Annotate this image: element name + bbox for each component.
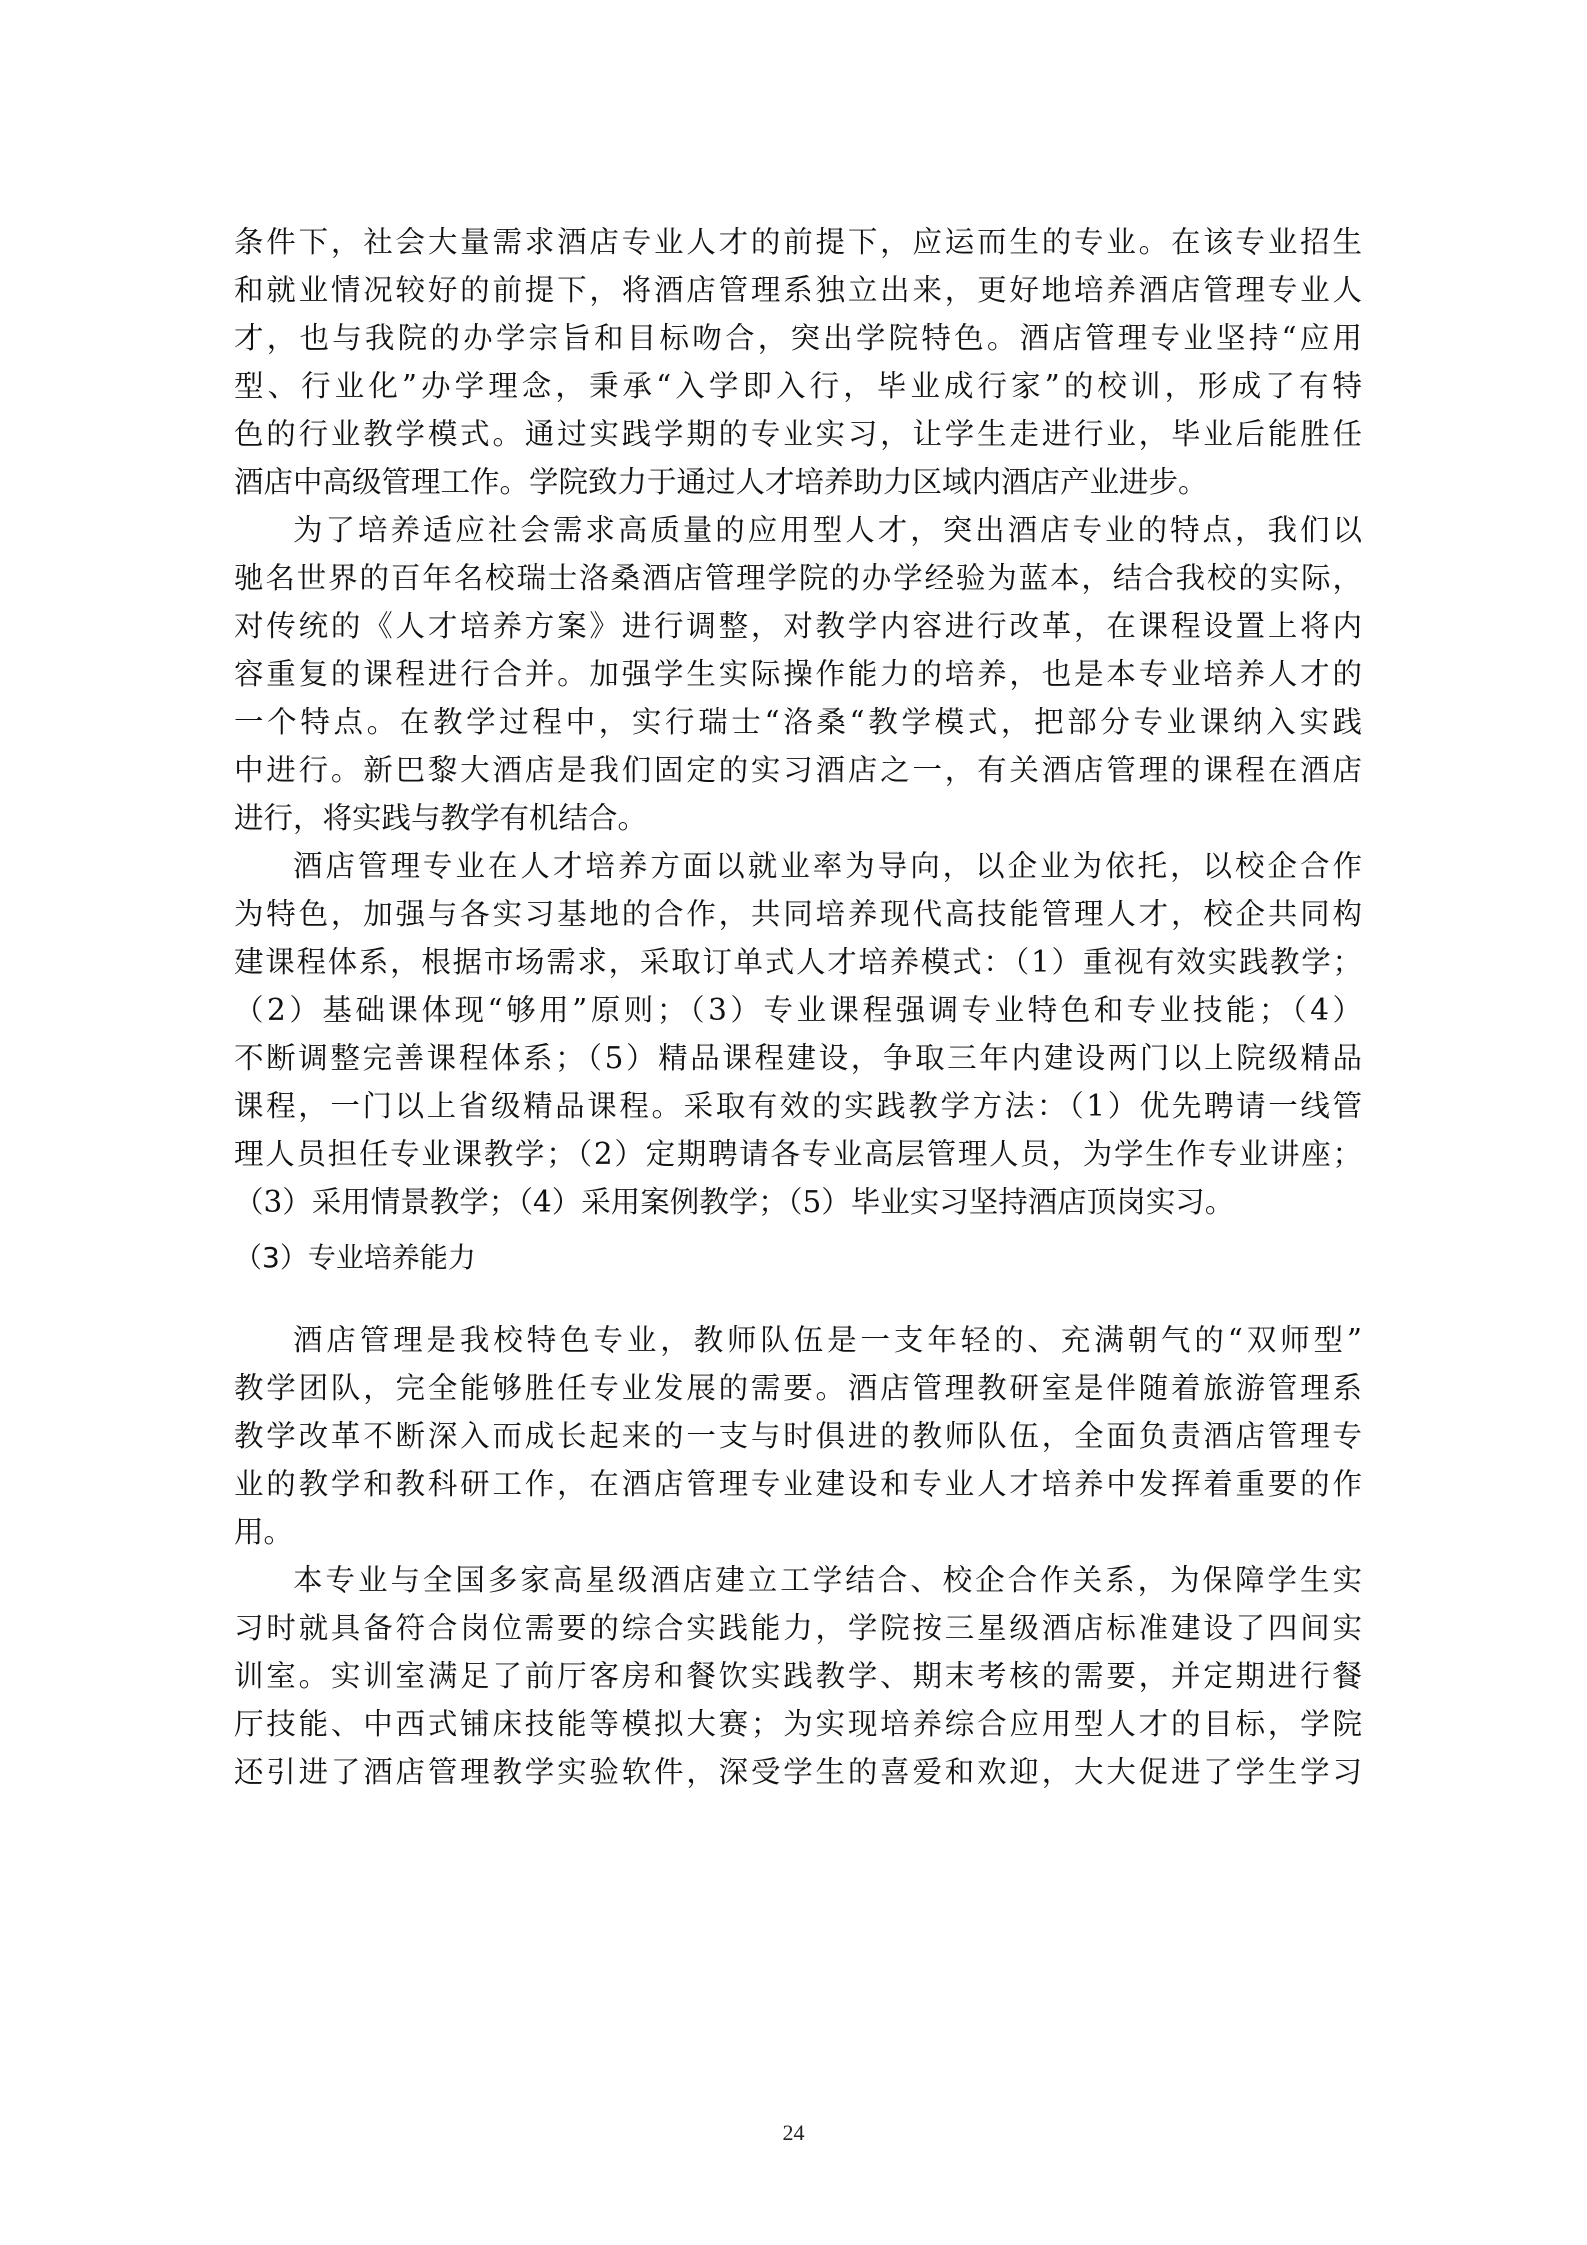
text-line: 一个特点。在教学过程中，实行瑞士“洛桑“教学模式，把部分专业课纳入实践 <box>234 705 1362 739</box>
text-line: 理人员担任专业课教学；（2）定期聘请各专业高层管理人员，为学生作专业讲座； <box>234 1137 1362 1171</box>
text-line: 酒店管理专业在人才培养方面以就业率为导向，以企业为依托，以校企合作 <box>293 849 1362 883</box>
text-line: 进行，将实践与教学有机结合。 <box>234 801 648 835</box>
paragraph-1 <box>234 218 1362 506</box>
paragraph-5 <box>234 1556 1362 1796</box>
text-line: 用。 <box>234 1515 294 1549</box>
text-line: 习时就具备符合岗位需要的综合实践能力，学院按三星级酒店标准建设了四间实 <box>234 1611 1362 1645</box>
text-line: 本专业与全国多家高星级酒店建立工学结合、校企合作关系，为保障学生实 <box>293 1563 1362 1597</box>
text-line: 才，也与我院的办学宗旨和目标吻合，突出学院特色。酒店管理专业坚持“应用 <box>234 321 1362 355</box>
text-line: 教学改革不断深入而成长起来的一支与时俱进的教师队伍，全面负责酒店管理专 <box>234 1419 1362 1453</box>
page-number: 24 <box>782 2120 805 2145</box>
text-line: 为了培养适应社会需求高质量的应用型人才，突出酒店专业的特点，我们以 <box>293 513 1362 547</box>
text-line: 业的教学和教科研工作，在酒店管理专业建设和专业人才培养中发挥着重要的作 <box>234 1467 1362 1501</box>
text-line: 建课程体系，根据市场需求，采取订单式人才培养模式：（1）重视有效实践教学； <box>234 945 1362 979</box>
text-line: 厅技能、中西式铺床技能等模拟大赛；为实现培养综合应用型人才的目标，学院 <box>234 1707 1362 1741</box>
text-line: 型、行业化”办学理念，秉承“入学即入行，毕业成行家”的校训，形成了有特 <box>234 369 1362 403</box>
page-body <box>234 218 1362 1796</box>
text-line: 色的行业教学模式。通过实践学期的专业实习，让学生走进行业，毕业后能胜任 <box>234 417 1362 451</box>
paragraph-4 <box>234 1316 1362 1556</box>
text-line: 条件下，社会大量需求酒店专业人才的前提下，应运而生的专业。在该专业招生 <box>234 225 1362 259</box>
text-line: 还引进了酒店管理教学实验软件，深受学生的喜爱和欢迎，大大促进了学生学习 <box>234 1755 1362 1789</box>
text-line: 教学团队，完全能够胜任专业发展的需要。酒店管理教研室是伴随着旅游管理系 <box>234 1371 1362 1405</box>
text-line: 对传统的《人才培养方案》进行调整，对教学内容进行改革，在课程设置上将内 <box>234 609 1362 643</box>
section-heading: （3）专业培养能力 <box>234 1241 476 1274</box>
text-line: 容重复的课程进行合并。加强学生实际操作能力的培养，也是本专业培养人才的 <box>234 657 1362 691</box>
text-line: 不断调整完善课程体系；（5）精品课程建设，争取三年内建设两门以上院级精品 <box>234 1041 1362 1075</box>
text-line: 和就业情况较好的前提下，将酒店管理系独立出来，更好地培养酒店管理专业人 <box>234 273 1362 307</box>
text-line: 酒店中高级管理工作。学院致力于通过人才培养助力区域内酒店产业进步。 <box>234 465 1208 499</box>
text-line: 驰名世界的百年名校瑞士洛桑酒店管理学院的办学经验为蓝本，结合我校的实际， <box>234 561 1362 595</box>
text-line: （3）采用情景教学；（4）采用案例教学；（5）毕业实习坚持酒店顶岗实习。 <box>234 1185 1235 1219</box>
text-line: 酒店管理是我校特色专业，教师队伍是一支年轻的、充满朝气的“双师型” <box>293 1323 1362 1357</box>
text-line: 为特色，加强与各实习基地的合作，共同培养现代高技能管理人才，校企共同构 <box>234 897 1362 931</box>
text-line: 课程，一门以上省级精品课程。采取有效的实践教学方法：（1）优先聘请一线管 <box>234 1089 1362 1123</box>
paragraph-2 <box>234 506 1362 842</box>
paragraph-3 <box>234 842 1362 1226</box>
text-line: （2）基础课体现“够用”原则；（3）专业课程强调专业特色和专业技能；（4） <box>234 993 1362 1027</box>
text-line: 训室。实训室满足了前厅客房和餐饮实践教学、期末考核的需要，并定期进行餐 <box>234 1659 1362 1693</box>
text-line: 中进行。新巴黎大酒店是我们固定的实习酒店之一，有关酒店管理的课程在酒店 <box>234 753 1362 787</box>
